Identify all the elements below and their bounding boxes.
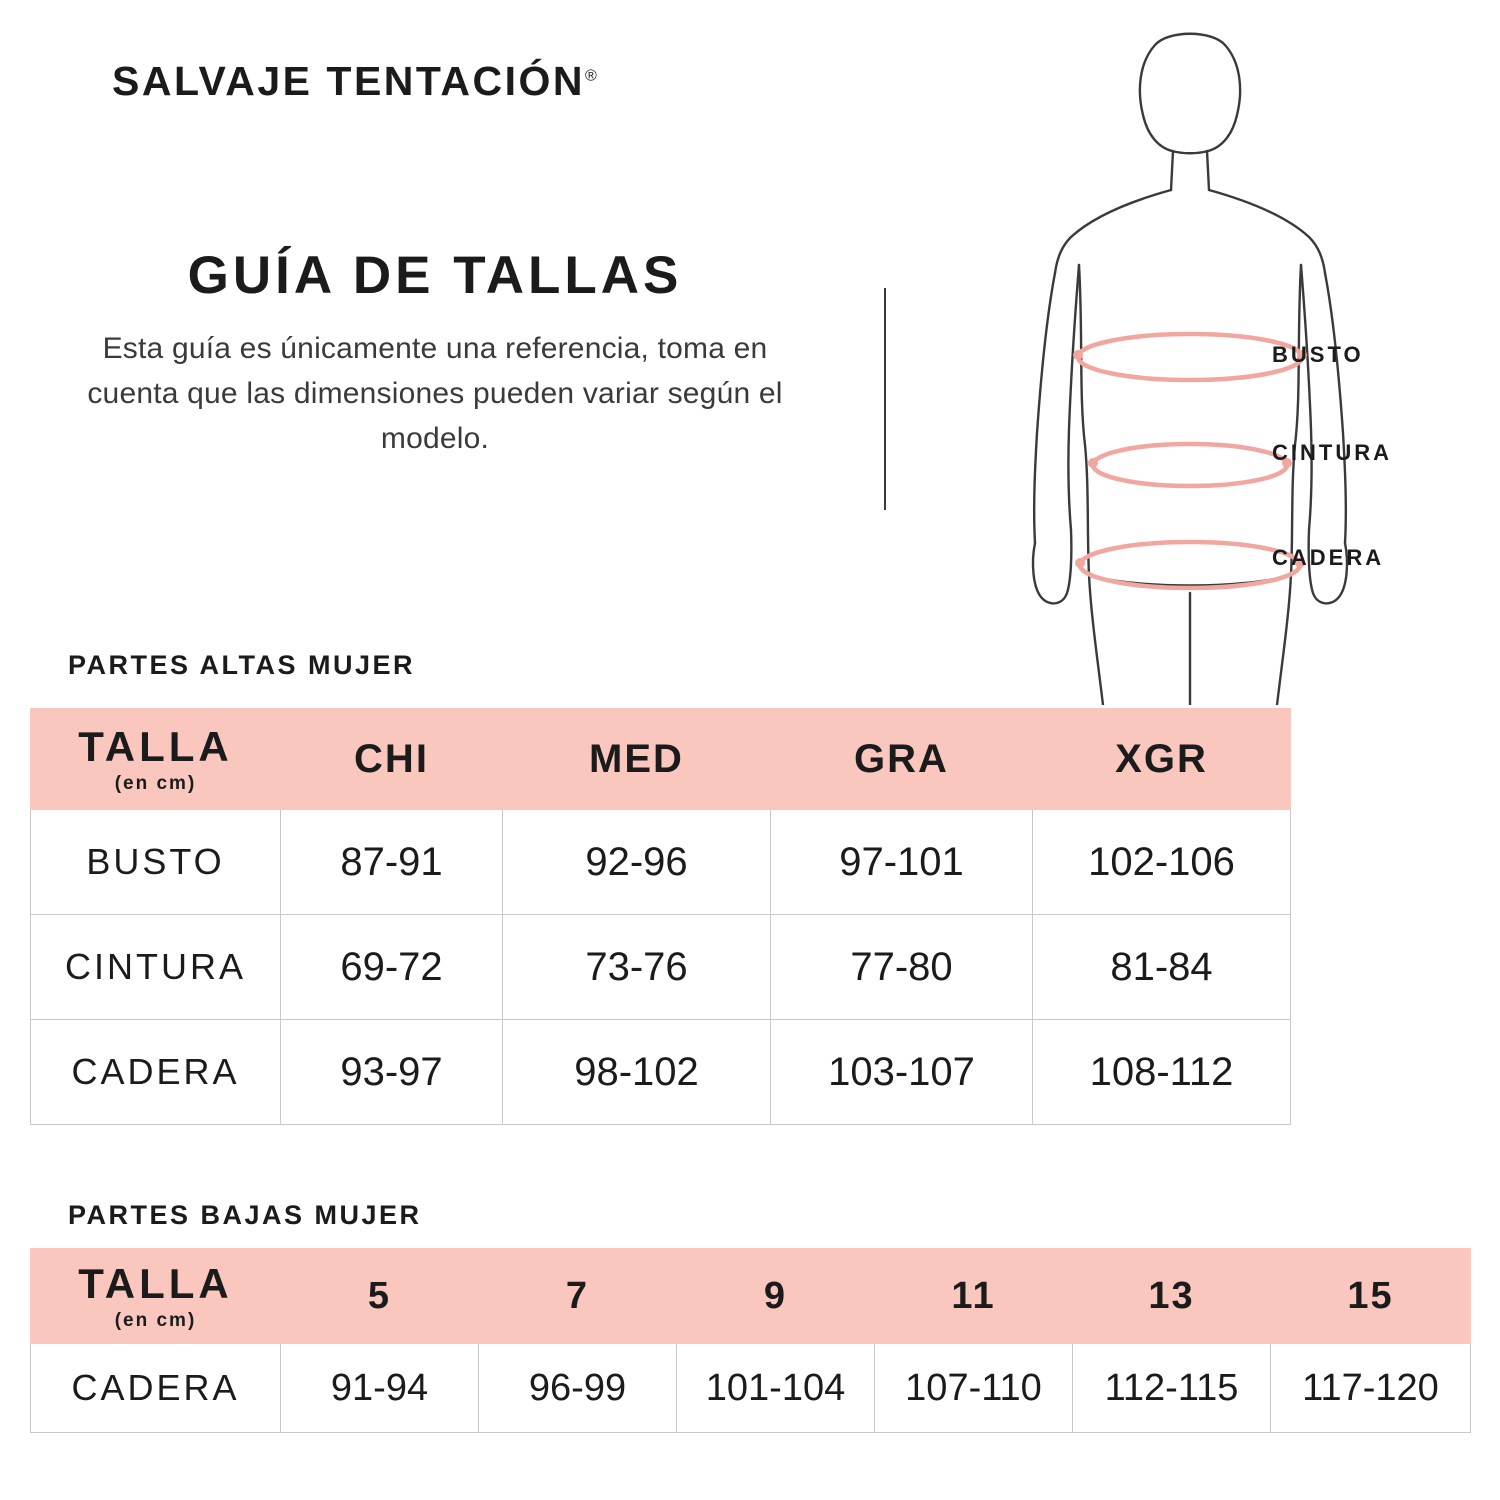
label-cintura: CINTURA <box>1272 440 1392 465</box>
header-cell-size: CHI <box>281 709 503 810</box>
cell-value: 108-112 <box>1033 1020 1291 1125</box>
label-busto: BUSTO <box>1272 342 1364 367</box>
cell-value: 81-84 <box>1033 915 1291 1020</box>
cell-value: 101-104 <box>677 1344 875 1433</box>
header-cell-size: XGR <box>1033 709 1291 810</box>
table-header-row <box>31 1249 1471 1344</box>
measure-label-group <box>1272 0 1492 700</box>
row-label: BUSTO <box>31 810 281 915</box>
header-cell-size: MED <box>503 709 771 810</box>
header-cell-talla <box>31 1249 281 1344</box>
table-header-row <box>31 709 1291 810</box>
cell-value: 93-97 <box>281 1020 503 1125</box>
cell-value: 107-110 <box>875 1344 1073 1433</box>
header-cell-size: 5 <box>281 1249 479 1344</box>
page-title: GUÍA DE TALLAS <box>187 246 683 305</box>
cell-value: 96-99 <box>479 1344 677 1433</box>
table-row <box>31 1344 1471 1433</box>
talla-unit: (en cm) <box>114 772 197 794</box>
cell-value: 103-107 <box>771 1020 1033 1125</box>
header-cell-talla <box>31 709 281 810</box>
header-cell-size: 7 <box>479 1249 677 1344</box>
section-heading-bajas: PARTES BAJAS MUJER <box>68 1200 422 1230</box>
talla-label: TALLA <box>78 722 233 770</box>
talla-unit: (en cm) <box>114 1309 197 1331</box>
label-cadera: CADERA <box>1272 545 1385 570</box>
cell-value: 73-76 <box>503 915 771 1020</box>
header-cell-size: 13 <box>1073 1249 1271 1344</box>
intro-description: Esta guía es únicamente una referencia, toma en cuenta que las dimensiones pueden variar según el modelo. <box>87 331 783 455</box>
table-row <box>31 915 1291 1020</box>
size-table-altas <box>30 708 1291 1125</box>
cell-value: 92-96 <box>503 810 771 915</box>
registered-mark: ® <box>585 67 597 85</box>
cell-value: 91-94 <box>281 1344 479 1433</box>
header-cell-size: 15 <box>1271 1249 1471 1344</box>
cell-value: 98-102 <box>503 1020 771 1125</box>
cell-value: 77-80 <box>771 915 1033 1020</box>
cell-value: 117-120 <box>1271 1344 1471 1433</box>
table-row <box>31 1020 1291 1125</box>
header-cell-size: 11 <box>875 1249 1073 1344</box>
intro-block <box>60 248 810 461</box>
cell-value: 69-72 <box>281 915 503 1020</box>
cell-value: 112-115 <box>1073 1344 1271 1433</box>
header-cell-size: 9 <box>677 1249 875 1344</box>
header-cell-size: GRA <box>771 709 1033 810</box>
section-heading-altas: PARTES ALTAS MUJER <box>68 650 416 680</box>
row-label: CADERA <box>31 1020 281 1125</box>
table-row <box>31 810 1291 915</box>
talla-label: TALLA <box>78 1259 233 1307</box>
row-label: CADERA <box>31 1344 281 1433</box>
vertical-divider <box>884 288 886 510</box>
brand-title <box>112 58 597 105</box>
size-table-bajas <box>30 1248 1471 1433</box>
row-label: CINTURA <box>31 915 281 1020</box>
cell-value: 87-91 <box>281 810 503 915</box>
cell-value: 102-106 <box>1033 810 1291 915</box>
brand-name: SALVAJE TENTACIÓN <box>112 58 586 104</box>
cell-value: 97-101 <box>771 810 1033 915</box>
